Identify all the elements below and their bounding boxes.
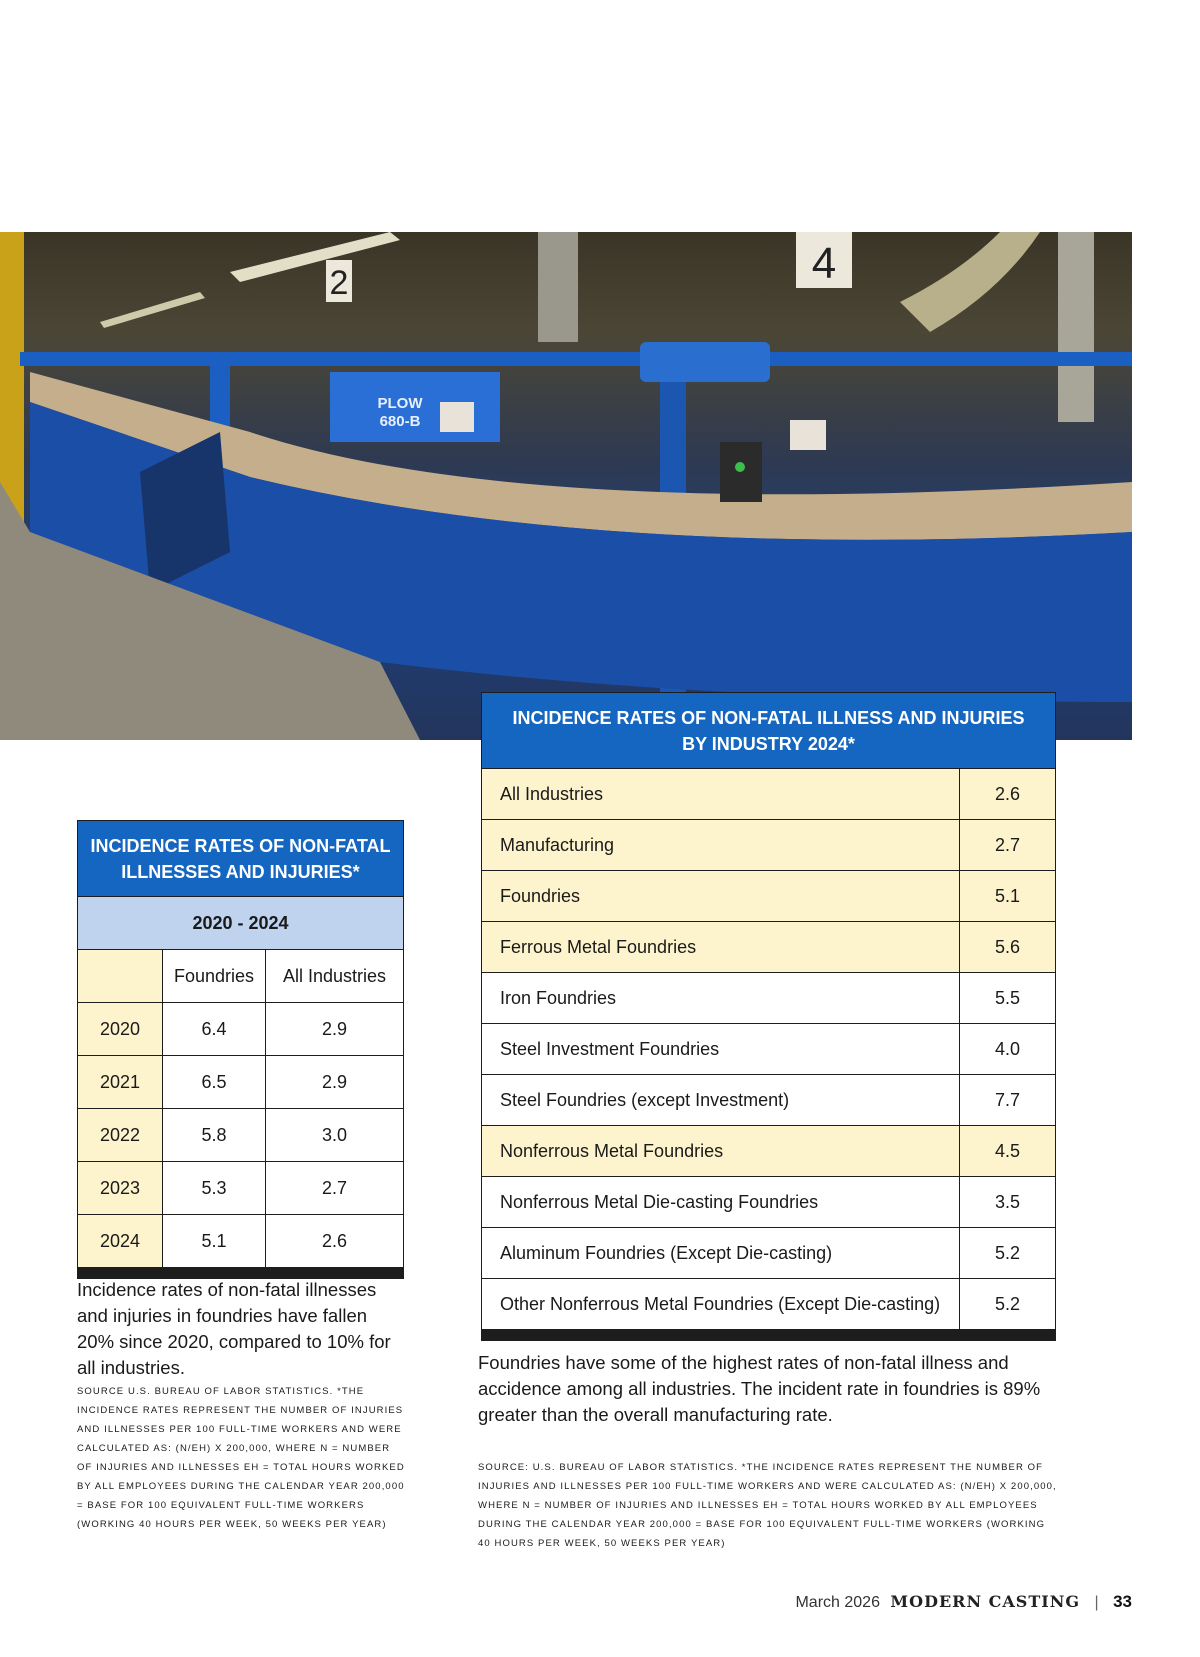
incidence-rates-by-industry-table [481, 692, 1056, 1341]
rate-cell: 5.6 [960, 922, 1056, 973]
all-industries-cell: 2.9 [266, 1003, 404, 1056]
right-table-body [482, 769, 1056, 1330]
year-cell: 2020 [78, 1003, 163, 1056]
left-table-column-headers [78, 950, 404, 1003]
industry-cell: Steel Investment Foundries [482, 1024, 960, 1075]
incidence-rates-table-2020-2024 [77, 820, 404, 1279]
footer-separator: | [1094, 1594, 1099, 1611]
rate-cell: 5.2 [960, 1279, 1056, 1330]
all-industries-cell: 2.6 [266, 1215, 404, 1268]
table-row [482, 769, 1056, 820]
left-table-header [78, 821, 404, 897]
all-industries-cell: 2.7 [266, 1162, 404, 1215]
left-table-period: 2020 - 2024 [78, 897, 404, 950]
foundries-cell: 6.4 [163, 1003, 266, 1056]
table-bottom-bar [482, 1330, 1056, 1341]
industry-cell: Aluminum Foundries (Except Die-casting) [482, 1228, 960, 1279]
table-row [482, 871, 1056, 922]
table-row [78, 1109, 404, 1162]
rate-cell: 4.0 [960, 1024, 1056, 1075]
issue-date: March 2026 [795, 1594, 880, 1611]
table-row [482, 1228, 1056, 1279]
left-table-source-note: SOURCE U.S. BUREAU OF LABOR STATISTICS. *THE INCIDENCE RATES REPRESENT THE NUMBER OF INJURIES AND ILLNESSES PER 100 FULL-TIME WORKERS AND WERE CALCULATED AS: (N/EH) X 200,000, WHERE N = NUMBER OF INJURIES AND ILLNESSES EH = TOTAL HOURS WORKED BY ALL EMPLOYEES DURING THE CALENDAR YEAR 200,000 = BASE FOR 100 EQUIVALENT FULL-TIME WORKERS (WORKING 40 HOURS PER WEEK, 50 WEEKS PER YEAR) [77, 1386, 405, 1530]
all-industries-cell: 3.0 [266, 1109, 404, 1162]
industry-cell: Steel Foundries (except Investment) [482, 1075, 960, 1126]
table-row [482, 922, 1056, 973]
industry-cell: Nonferrous Metal Die-casting Foundries [482, 1177, 960, 1228]
sign-2: 2 [329, 264, 349, 302]
right-table-caption: Foundries have some of the highest rates of non-fatal illness and accidence among all industries. The incident rate in foundries is 89% greater than the overall manufacturing rate. [478, 1352, 1041, 1425]
table-row [482, 820, 1056, 871]
right-table-title-line1: INCIDENCE RATES OF NON-FATAL ILLNESS AND INJURIES [512, 707, 1025, 728]
sign-4: 4 [811, 239, 837, 288]
right-table-source-note: SOURCE: U.S. BUREAU OF LABOR STATISTICS. *THE INCIDENCE RATES REPRESENT THE NUMBER OF INJURIES AND ILLNESSES PER 100 FULL-TIME WORKERS AND WERE CALCULATED AS: (N/EH) X 200,000, WHERE N = NUMBER OF INJURIES AND ILLNESSES EH = TOTAL HOURS WORKED BY ALL EMPLOYEES DURING THE CALENDAR YEAR 200,000 = BASE FOR 100 EQUIVALENT FULL-TIME WORKERS (WORKING 40 HOURS PER WEEK, 50 WEEKS PER YEAR) [478, 1462, 1057, 1549]
column-header-empty [78, 950, 163, 1003]
industry-cell: Iron Foundries [482, 973, 960, 1024]
right-table-title [482, 693, 1056, 769]
table-row [78, 1003, 404, 1056]
table-row [78, 1215, 404, 1268]
foundries-cell: 5.8 [163, 1109, 266, 1162]
table-row [482, 1024, 1056, 1075]
year-cell: 2023 [78, 1162, 163, 1215]
rate-cell: 5.2 [960, 1228, 1056, 1279]
plow-label-1: PLOW [377, 395, 423, 412]
year-cell: 2022 [78, 1109, 163, 1162]
table-row [482, 1177, 1056, 1228]
left-table-title: INCIDENCE RATES OF NON-FATAL ILLNESSES AND INJURIES* [78, 821, 404, 897]
rate-cell: 2.6 [960, 769, 1056, 820]
industry-cell: Nonferrous Metal Foundries [482, 1126, 960, 1177]
right-table-header [482, 693, 1056, 769]
industry-cell: Ferrous Metal Foundries [482, 922, 960, 973]
rate-cell: 2.7 [960, 820, 1056, 871]
industry-cell: Other Nonferrous Metal Foundries (Except Die-casting) [482, 1279, 960, 1330]
rate-cell: 4.5 [960, 1126, 1056, 1177]
all-industries-cell: 2.9 [266, 1056, 404, 1109]
rate-cell: 5.1 [960, 871, 1056, 922]
conveyor-illustration [0, 232, 1132, 740]
left-table-period-row [78, 897, 404, 950]
foundries-cell: 5.1 [163, 1215, 266, 1268]
page-number: 33 [1113, 1592, 1132, 1611]
industry-cell: Manufacturing [482, 820, 960, 871]
rate-cell: 7.7 [960, 1075, 1056, 1126]
rate-cell: 5.5 [960, 973, 1056, 1024]
table-row [482, 973, 1056, 1024]
foundries-cell: 6.5 [163, 1056, 266, 1109]
foundries-cell: 5.3 [163, 1162, 266, 1215]
left-table-caption: Incidence rates of non-fatal illnesses and injuries in foundries have fallen 20% since 2020, compared to 10% for all industries. [77, 1279, 391, 1378]
table-row [78, 1162, 404, 1215]
table-row [482, 1126, 1056, 1177]
foundry-conveyor-photo [0, 232, 1132, 740]
plow-label-2: 680-B [379, 413, 421, 430]
industry-cell: Foundries [482, 871, 960, 922]
table-row [482, 1279, 1056, 1330]
year-cell: 2021 [78, 1056, 163, 1109]
column-header-foundries: Foundries [163, 950, 266, 1003]
column-header-all-industries: All Industries [266, 950, 404, 1003]
table-row [482, 1075, 1056, 1126]
magazine-name: MODERN CASTING [890, 1592, 1081, 1611]
rate-cell: 3.5 [960, 1177, 1056, 1228]
page-footer [795, 1592, 1132, 1612]
year-cell: 2024 [78, 1215, 163, 1268]
right-table-title-line2: BY INDUSTRY 2024* [682, 733, 855, 754]
industry-cell: All Industries [482, 769, 960, 820]
table-row [78, 1056, 404, 1109]
